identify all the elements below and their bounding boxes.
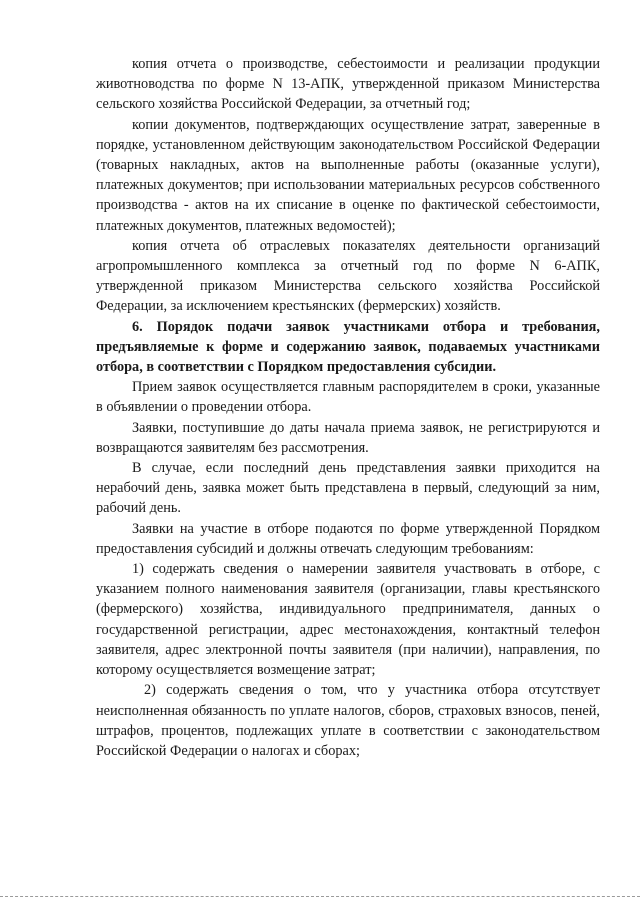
section-heading-6: 6. Порядок подачи заявок участниками отбора и требования, предъявляемые к форме и содержанию заявок, подаваемых участниками отбора, в соответствии с Порядком предоставления субсидии.	[96, 318, 600, 376]
paragraph-non-working-day: В случае, если последний день представления заявки приходится на нерабочий день, заявка может быть представлена в первый, следующий за ним, рабочий день.	[96, 460, 600, 517]
paragraph-form-6-apk: копия отчета об отраслевых показателях деятельности организаций агропромышленного комплекса за отчетный год по форме N 6-АПК, утвержденной приказом Министерства сельского хозяйства Российской Федерации, за исключением крестьянских (фермерских) хозяйств.	[96, 237, 600, 315]
paragraph-early-applications: Заявки, поступившие до даты начала приема заявок, не регистрируются и возвращаются заявителям без рассмотрения.	[96, 419, 600, 456]
document-body	[96, 54, 600, 761]
paragraph-cost-documents: копии документов, подтверждающих осуществление затрат, заверенные в порядке, установленном действующим законодательством Российской Федерации (товарных накладных, актов на выполненные работы (оказанные услуги), платежных документов; при использовании материальных ресурсов собственного производства - актов на их списание в оценке по фактической себестоимости, платежных документов, платежных ведомостей);	[96, 116, 600, 234]
paragraph-application-form: Заявки на участие в отборе подаются по форме утвержденной Порядком предоставления субсидий и должны отвечать следующим требованиям:	[96, 520, 600, 557]
scan-edge-line	[0, 896, 640, 897]
paragraph-form-13-apk: копия отчета о производстве, себестоимости и реализации продукции животноводства по форме N 13-АПК, утвержденной приказом Министерства сельского хозяйства Российской Федерации, за отчетный год;	[96, 56, 600, 113]
paragraph-application-intake: Прием заявок осуществляется главным распорядителем в сроки, указанные в объявлении о проведении отбора.	[96, 379, 600, 416]
list-item-requirement-2: 2) содержать сведения о том, что у участника отбора отсутствует неисполненная обязанность по уплате налогов, сборов, страховых взносов, пеней, штрафов, процентов, подлежащих уплате в соответствии с законодательством Российской Федерации о налогах и сборах;	[96, 682, 600, 759]
list-item-requirement-1: 1) содержать сведения о намерении заявителя участвовать в отборе, с указанием полного наименования заявителя (организации, главы крестьянского (фермерского) хозяйства, индивидуального предпринимателя, данных о государственной регистрации, адрес местонахождения, контактный телефон заявителя, адрес электронной почты заявителя (при наличии), направления, по которому осуществляется возмещение затрат;	[96, 561, 600, 679]
